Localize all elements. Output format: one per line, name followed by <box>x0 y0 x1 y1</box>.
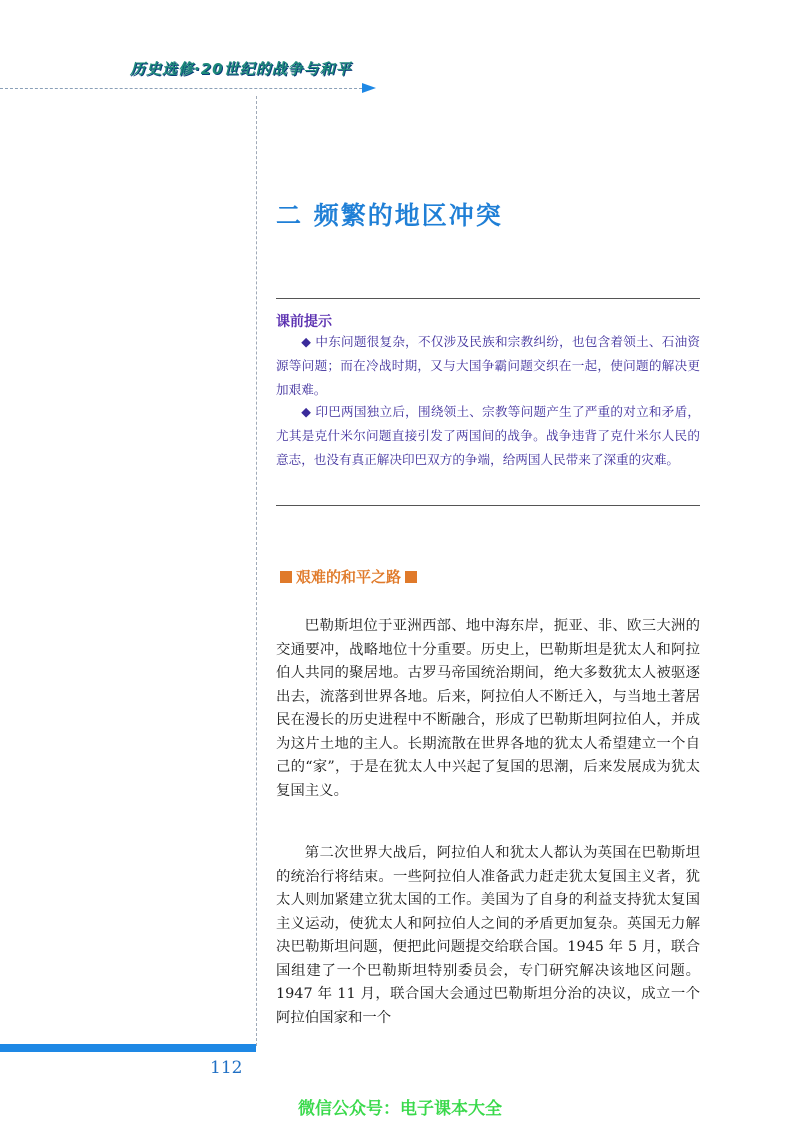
subsection-title <box>276 566 421 587</box>
pre-class-hint-box <box>276 298 700 506</box>
body-paragraph: 巴勒斯坦位于亚洲西部、地中海东岸，扼亚、非、欧三大洲的交通要冲，战略地位十分重要。历史上，巴勒斯坦是犹太人和阿拉伯人共同的聚居地。古罗马帝国统治期间，绝大多数犹太人被驱逐出去，流落到世界各地。后来，阿拉伯人不断迁入，与当地土著居民在漫长的历史进程中不断融合，形成了巴勒斯坦阿拉伯人，并成为这片土地的主人。长期流散在世界各地的犹太人希望建立一个自己的“家”，于是在犹太人中兴起了复国的思潮，后来发展成为犹太复国主义。 <box>276 618 700 799</box>
arrow-right-icon <box>362 83 376 93</box>
header-divider <box>0 88 372 89</box>
diamond-bullet-icon: ◆ <box>301 334 312 349</box>
square-bullet-icon <box>405 571 417 583</box>
hint-heading: 课前提示 <box>276 314 332 330</box>
hint-paragraph <box>276 330 700 402</box>
book-title: 历史选修·20世纪的战争与和平 <box>130 60 352 78</box>
subsection-title-text: 艰难的和平之路 <box>296 568 402 586</box>
margin-divider <box>256 96 257 1046</box>
diamond-bullet-icon: ◆ <box>301 404 312 419</box>
watermark: 微信公众号：电子课本大全 <box>298 1099 502 1119</box>
hint-paragraph <box>276 400 700 472</box>
hint-paragraph-text: 印巴两国独立后，围绕领土、宗教等问题产生了严重的对立和矛盾，尤其是克什米尔问题直接引发了两国间的战争。战争违背了克什米尔人民的意志，也没有真正解决印巴双方的争端，给两国人民带来了深重的灾难。 <box>276 404 700 467</box>
page-number: 112 <box>210 1058 243 1078</box>
footer-bar <box>0 1044 256 1052</box>
body-paragraph: 第二次世界大战后，阿拉伯人和犹太人都认为英国在巴勒斯坦的统治行将结束。一些阿拉伯人准备武力赶走犹太复国主义者，犹太人则加紧建立犹太国的工作。美国为了自身的利益支持犹太复国主义运动，使犹太人和阿拉伯人之间的矛盾更加复杂。英国无力解决巴勒斯坦问题，便把此问题提交给联合国。1945 年 5 月，联合国组建了一个巴勒斯坦特别委员会，专门研究解决该地区问题。1947 年 11 月，联合国大会通过巴勒斯坦分治的决议，成立一个阿拉伯国家和一个 <box>276 845 700 1026</box>
section-title: 二 频繁的地区冲突 <box>276 201 503 230</box>
square-bullet-icon <box>280 571 292 583</box>
hint-paragraph-text: 中东问题很复杂，不仅涉及民族和宗教纠纷，也包含着领土、石油资源等问题；而在冷战时期，又与大国争霸问题交织在一起，使问题的解决更加艰难。 <box>276 334 700 397</box>
